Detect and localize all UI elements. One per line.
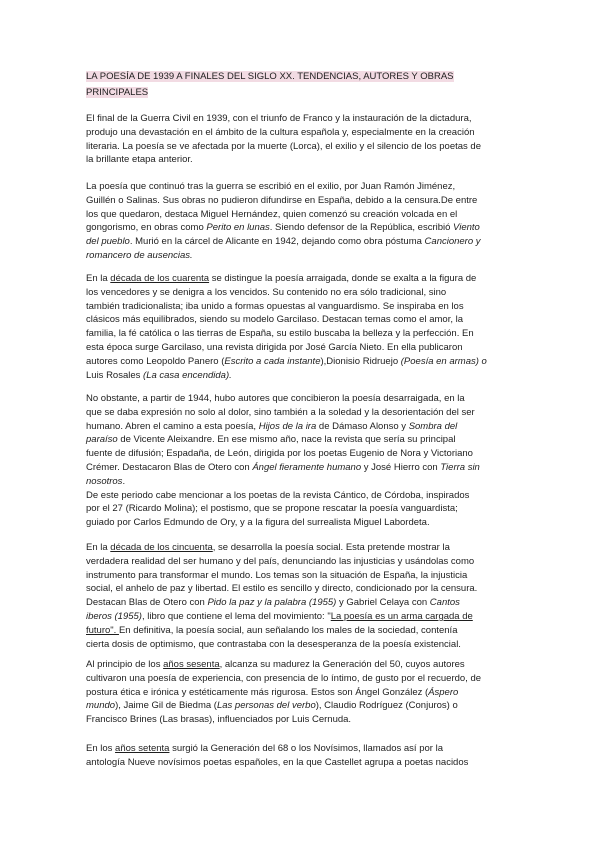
text-segment: En la <box>86 273 111 284</box>
text-segment: de Dámaso Alonso y <box>316 420 409 432</box>
text-segment: Luis Rosales <box>86 369 144 381</box>
text-segment: los vencedores y se denigra a los vencidos. Su contenido no era sólo tradicional, sino <box>86 286 447 298</box>
text-segment: guiado por Carlos Edmundo de Ory, y a la figura del surrealista Miguel Labordeta. <box>86 517 430 529</box>
text-segment: . <box>122 475 126 487</box>
text-segment: antología Nueve novísimos poetas españoles, en la que Castellet agrupa a poetas nacidos <box>86 756 469 768</box>
text-segment: . Murió en la cárcel de Alicante en 1942, dejando como obra póstuma <box>129 236 425 248</box>
text-segment: surgió la Generación del 68 o los Novísimos, llamados así por la <box>169 743 443 754</box>
text-line <box>86 392 480 406</box>
text-segment: que se daba expresión no solo al dolor, sino también a la soledad y la desorientación del ser <box>86 406 475 418</box>
text-segment: cierta dosis de optimismo, que contrastaba con la desesperanza de la poesía existencial. <box>86 638 461 650</box>
text-line <box>86 596 477 610</box>
text-segment: verdadera realidad del ser humano y del país, denunciando las injusticias y usándolas como <box>86 555 475 567</box>
highlighted-title-text: PRINCIPALES <box>86 87 149 98</box>
text-line <box>86 313 487 327</box>
text-line <box>86 569 477 583</box>
text-segment: Crémer. Destacaron Blas de Otero con <box>86 461 253 473</box>
text-line <box>86 489 480 503</box>
paragraph-desarraigada <box>86 392 480 530</box>
text-segment: literaria. La poesía se ve afectada por la muerte (Lorca), el exilio y el silencio de los poetas de <box>86 140 481 152</box>
text-line <box>86 713 481 727</box>
text-line <box>86 341 487 355</box>
text-segment: y Gabriel Celaya con <box>336 597 430 609</box>
text-line <box>86 541 477 555</box>
paragraph-seventies <box>86 742 468 770</box>
text-line <box>86 502 480 516</box>
text-segment: también tradicionalista; iba unido a formas opuestas al vanguardismo. Se inspiraba en los <box>86 300 464 312</box>
text-segment: postura ética e irónica y estéticamente más rigurosa. Estos son Ángel González ( <box>86 686 429 698</box>
text-line <box>86 112 481 126</box>
text-line <box>86 272 487 286</box>
italic-text: Hijos de la ira <box>258 420 317 432</box>
text-line <box>86 555 477 569</box>
underlined-text: La poesía es un arma cargada de <box>330 610 473 622</box>
italic-text: romancero de ausencias. <box>86 249 193 261</box>
italic-text: Áspero <box>428 686 459 698</box>
text-line <box>86 610 477 624</box>
text-line <box>86 153 481 167</box>
text-line <box>86 672 481 686</box>
underlined-text: década de los cincuenta <box>110 542 213 553</box>
text-line <box>86 126 481 140</box>
text-line <box>86 406 480 420</box>
paragraph-sixties <box>86 658 481 727</box>
text-line <box>86 699 481 713</box>
italic-text: Viento <box>453 222 480 234</box>
text-line <box>86 249 481 263</box>
text-segment: ),Dionisio Ridruejo <box>320 355 401 367</box>
text-segment: instrumento para transformar el mundo. Los temas son la situación de España, la injusticia <box>86 569 468 581</box>
text-line <box>86 300 487 314</box>
italic-text: Perito en lunas <box>206 222 270 234</box>
text-segment: cultivaron una poesía de experiencia, con presencia de lo íntimo, de gusto por el recuerdo, de <box>86 672 482 684</box>
underlined-text: futuro". <box>86 624 119 636</box>
italic-text: Escrito a cada instante <box>224 355 321 367</box>
text-line <box>86 69 454 85</box>
text-segment: En los <box>86 743 116 754</box>
paragraph-intro <box>86 112 481 167</box>
text-line <box>86 624 477 638</box>
italic-text: del pueblo <box>86 236 130 248</box>
text-segment: No obstante, a partir de 1944, hubo autores que concibieron la poesía desarraigada, en la <box>86 393 465 404</box>
text-segment: de Vicente Aleixandre. En ese mismo año, nace la revista que sería su principal <box>117 434 456 446</box>
text-segment: En la <box>86 542 111 553</box>
underlined-text: años setenta <box>115 743 170 754</box>
text-segment: los que quedaron, destaca Miguel Hernández, quien comenzó su creación volcada en el <box>86 208 458 220</box>
text-line <box>86 447 480 461</box>
text-segment: . Siendo defensor de la República, escribió <box>269 222 454 234</box>
text-line <box>86 658 481 672</box>
text-segment: De este periodo cabe mencionar a los poetas de la revista Cántico, de Córdoba, inspirados <box>86 489 470 501</box>
text-segment: , alcanza su madurez la Generación del 50, cuyos autores <box>219 659 465 670</box>
text-segment: Destacan Blas de Otero con <box>86 597 208 609</box>
text-line <box>86 638 477 652</box>
text-line <box>86 433 480 447</box>
underlined-text: década de los cuarenta <box>110 273 210 284</box>
text-line <box>86 85 454 101</box>
text-line <box>86 461 480 475</box>
text-line <box>86 180 481 194</box>
text-line <box>86 756 468 770</box>
text-line <box>86 369 487 383</box>
text-segment: Francisco Brines (Las brasas), influenciados por Luis Cernuda. <box>86 714 352 726</box>
italic-text: mundo <box>86 700 116 712</box>
text-segment: produjo una devastación en el ámbito de la cultura española y, especialmente en la creación <box>86 126 475 138</box>
text-segment: la brillante etapa anterior. <box>86 154 193 166</box>
text-line <box>86 235 481 249</box>
italic-text: Cancionero y <box>424 236 481 248</box>
text-segment: , se desarrolla la poesía social. Esta pretende mostrar la <box>212 542 450 553</box>
document-title <box>86 69 454 101</box>
text-line <box>86 355 487 369</box>
text-segment: se distingue la poesía arraigada, donde se exalta a la figura de <box>209 273 477 284</box>
text-segment: Al principio de los <box>86 659 164 670</box>
text-line <box>86 420 480 434</box>
text-segment: por el 27 (Ricardo Molina); el postismo, que se propone rescatar la poesía vanguardista; <box>86 503 458 515</box>
text-line <box>86 742 468 756</box>
italic-text: nosotros <box>86 475 123 487</box>
italic-text: iberos (1955) <box>86 610 142 622</box>
italic-text: Sombra del <box>408 420 458 432</box>
text-segment: En definitiva, la poesía social, aun señalando los males de la sociedad, contenía <box>118 624 458 636</box>
italic-text: Pido la paz y la palabra (1955) <box>207 597 337 609</box>
text-line <box>86 208 481 222</box>
text-segment: ), Jaime Gil de Biedma ( <box>115 700 217 712</box>
text-segment: ), Claudio Rodríguez (Conjuros) o <box>315 700 458 712</box>
italic-text: (Poesía en armas) o <box>400 355 487 367</box>
text-segment: clásicos más equilibrados, siendo su modelo Garcilaso. Destacan temas como el amor, la <box>86 314 464 326</box>
italic-text: Cantos <box>429 597 460 609</box>
text-line <box>86 516 480 530</box>
italic-text: Ángel fieramente humano <box>252 461 362 473</box>
text-segment: fuente de difusión; Espadaña, de León, dirigida por los poetas Eugenio de Nora y Victoriano <box>86 448 473 460</box>
text-segment: esta época surge Garcilaso, una revista dirigida por José García Nieto. En ella publicaron <box>86 341 463 353</box>
paragraph-forties <box>86 272 487 382</box>
text-segment: , libro que contiene el lema del movimiento: " <box>141 610 331 622</box>
paragraph-exile <box>86 180 481 263</box>
text-line <box>86 582 477 596</box>
text-segment: La poesía que continuó tras la guerra se escribió en el exilio, por Juan Ramón Jiménez, <box>86 181 456 192</box>
highlighted-title-text: LA POESÍA DE 1939 A FINALES DEL SIGLO XX. TENDENCIAS, AUTORES Y OBRAS <box>86 71 454 82</box>
text-line <box>86 140 481 154</box>
text-segment: y José Hierro con <box>361 461 441 473</box>
paragraph-fifties <box>86 541 477 651</box>
text-segment: autores como Leopoldo Panero ( <box>86 355 225 367</box>
text-segment: familia, la fé católica o las tierras de España, su estilo buscaba la belleza y la perfección. En <box>86 328 474 340</box>
text-segment: gongorismo, en obras como <box>86 222 207 234</box>
underlined-text: años sesenta <box>163 659 220 670</box>
italic-text: paraíso <box>86 434 118 446</box>
text-line <box>86 686 481 700</box>
italic-text: Las personas del verbo <box>216 700 316 712</box>
text-segment: Guillén o Salinas. Sus obras no pudieron difundirse en España, debido a la censura.De entre <box>86 194 478 206</box>
text-line <box>86 194 481 208</box>
italic-text: (La casa encendida). <box>143 369 232 381</box>
text-segment: El final de la Guerra Civil en 1939, con el triunfo de Franco y la instauración de la dictadura, <box>86 113 472 124</box>
text-line <box>86 475 480 489</box>
italic-text: Tierra sin <box>440 461 480 473</box>
text-line <box>86 221 481 235</box>
text-line <box>86 327 487 341</box>
text-line <box>86 286 487 300</box>
text-segment: humano. Abren el camino a esta poesía, <box>86 420 259 432</box>
text-segment: social, el anhelo de paz y libertad. El estilo es sencillo y directo, condicionado por la censura. <box>86 583 478 595</box>
